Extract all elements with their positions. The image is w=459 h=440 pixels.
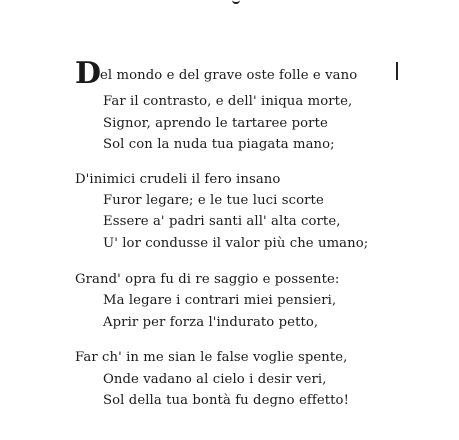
poem-line-14: Sol della tua bontà fu degno effetto! [103,393,349,408]
poem-line-6: Furor legare; e le tue luci scorte [103,193,324,208]
poem-line-7: Essere a' padri santi all' alta corte, [103,214,341,229]
poem-line-8: U' lor condusse il valor più che umano; [103,236,369,251]
poem-line-3: Signor, aprendo le tartaree porte [103,116,328,131]
drop-cap: D [75,56,102,91]
margin-mark [396,62,398,80]
poem-line-12: Far ch' in me sian le false voglie spente, [75,350,348,365]
poem-line-1: el mondo e del grave oste folle e vano [100,68,358,83]
poem-line-9: Grand' opra fu di re saggio e possente: [75,272,340,287]
poem-line-11: Aprir per forza l'indurato petto, [103,315,319,330]
poem-line-10: Ma legare i contrari miei pensieri, [103,293,337,308]
page-number-fragment [232,0,240,4]
poem-line-13: Onde vadano al cielo i desir veri, [103,372,327,387]
poem-line-4: Sol con la nuda tua piagata mano; [103,137,335,152]
poem-line-5: D'inimici crudeli il fero insano [75,172,281,187]
poem-line-2: Far il contrasto, e dell' iniqua morte, [103,94,353,109]
